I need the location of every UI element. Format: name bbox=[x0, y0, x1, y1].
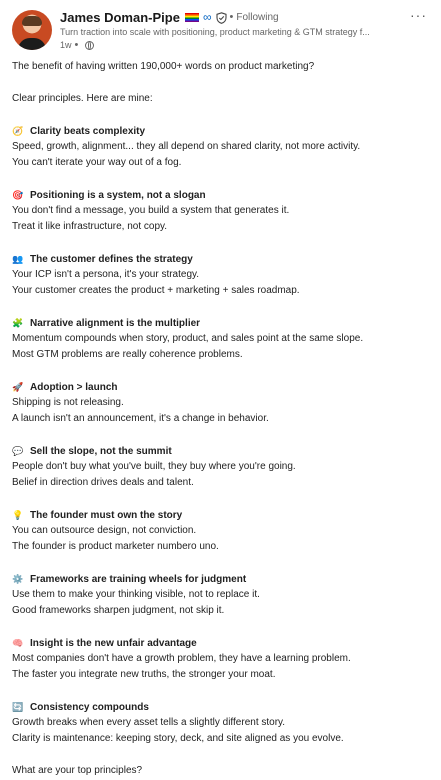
principle-text-line: Use them to make your thinking visible, not to replace it. bbox=[12, 589, 260, 600]
line-gap bbox=[12, 555, 432, 571]
post-intro-line: The benefit of having written 190,000+ words on product marketing? bbox=[12, 61, 315, 72]
principle-emoji-icon: 💬 bbox=[12, 446, 24, 456]
principle-title-line bbox=[12, 571, 432, 587]
principle-title-line bbox=[12, 123, 432, 139]
principle-text-line: Good frameworks sharpen judgment, not skip it. bbox=[12, 605, 225, 616]
principle-text-line: A launch isn't an announcement, it's a change in behavior. bbox=[12, 413, 269, 424]
principle-text-line: Growth breaks when every asset tells a slightly different story. bbox=[12, 717, 286, 728]
separator-dot: • bbox=[74, 39, 79, 51]
principles-list bbox=[12, 123, 432, 763]
line-gap bbox=[12, 299, 432, 315]
line-gap bbox=[12, 363, 432, 379]
principle-text-line: Shipping is not releasing. bbox=[12, 397, 124, 408]
principle-text-line: Your ICP isn't a persona, it's your strategy. bbox=[12, 269, 200, 280]
principle-emoji-icon: 👥 bbox=[12, 254, 24, 264]
line-gap bbox=[12, 235, 432, 251]
principle-text-line: Speed, growth, alignment... they all depend on shared clarity, not more activity. bbox=[12, 141, 361, 152]
avatar-hair bbox=[22, 16, 42, 26]
more-horizontal-icon[interactable]: ··· bbox=[410, 7, 427, 23]
principle-title: The customer defines the strategy bbox=[30, 254, 193, 265]
principle-text-line: Clarity is maintenance: keeping story, deck, and site aligned as you evolve. bbox=[12, 733, 344, 744]
post-body bbox=[12, 59, 432, 779]
avatar-shirt bbox=[18, 38, 46, 50]
verified-shield-icon bbox=[216, 11, 227, 23]
line-gap bbox=[12, 491, 432, 507]
line-gap bbox=[12, 747, 432, 763]
principle-text-line: The faster you integrate new truths, the stronger your moat. bbox=[12, 669, 276, 680]
principle-title: Consistency compounds bbox=[30, 702, 149, 713]
separator-dot: • bbox=[229, 11, 234, 23]
principle-text-line: The founder is product marketer numbero uno. bbox=[12, 541, 219, 552]
principle-title-line bbox=[12, 635, 432, 651]
principle-title: The founder must own the story bbox=[30, 510, 183, 521]
principle-emoji-icon: 💡 bbox=[12, 510, 24, 520]
principle-text-line: Momentum compounds when story, product, and sales point at the same slope. bbox=[12, 333, 364, 344]
principle-title-line bbox=[12, 251, 432, 267]
post-time: 1w bbox=[60, 40, 72, 50]
principle-text-line: Most companies don't have a growth problem, they have a learning problem. bbox=[12, 653, 351, 664]
line-gap bbox=[12, 171, 432, 187]
line-gap bbox=[12, 107, 432, 123]
line-gap bbox=[12, 427, 432, 443]
principle-text-line: You don't find a message, you build a system that generates it. bbox=[12, 205, 290, 216]
principle-text-line: Most GTM problems are really coherence problems. bbox=[12, 349, 243, 360]
author-tagline: Turn traction into scale with positioning, product marketing & GTM strategy f... bbox=[60, 27, 370, 37]
principle-emoji-icon: 🎯 bbox=[12, 190, 24, 200]
line-gap bbox=[12, 75, 432, 91]
globe-icon bbox=[85, 41, 94, 50]
principle-title: Narrative alignment is the multiplier bbox=[30, 318, 201, 329]
principle-title: Insight is the new unfair advantage bbox=[30, 638, 197, 649]
principle-emoji-icon: 🔄 bbox=[12, 702, 24, 712]
principle-title-line bbox=[12, 379, 432, 395]
name-row bbox=[60, 8, 403, 26]
principle-text-line: Belief in direction drives deals and talent. bbox=[12, 477, 194, 488]
principle-text-line: You can't iterate your way out of a fog. bbox=[12, 157, 182, 168]
closing-question: What are your top principles? bbox=[12, 765, 143, 776]
principle-title-line bbox=[12, 187, 432, 203]
post-header bbox=[12, 8, 433, 52]
principle-emoji-icon: 🧠 bbox=[12, 638, 24, 648]
author-name[interactable]: James Doman-Pipe bbox=[60, 9, 180, 25]
infinity-icon: ∞ bbox=[202, 10, 212, 24]
principle-emoji-icon: 🧩 bbox=[12, 318, 24, 328]
principle-title: Adoption > launch bbox=[30, 382, 118, 393]
rainbow-flag-icon bbox=[185, 13, 199, 22]
line-gap bbox=[12, 683, 432, 699]
principle-title-line bbox=[12, 443, 432, 459]
principle-text-line: People don't buy what you've built, they buy where you're going. bbox=[12, 461, 296, 472]
principle-title: Sell the slope, not the summit bbox=[30, 446, 172, 457]
principle-text-line: Treat it like infrastructure, not copy. bbox=[12, 221, 168, 232]
principle-title: Clarity beats complexity bbox=[30, 126, 146, 137]
principle-title: Positioning is a system, not a slogan bbox=[30, 190, 206, 201]
principle-title-line bbox=[12, 315, 432, 331]
principle-emoji-icon: ⚙️ bbox=[12, 574, 24, 584]
line-gap bbox=[12, 619, 432, 635]
avatar[interactable] bbox=[12, 10, 52, 50]
principle-text-line: You can outsource design, not conviction. bbox=[12, 525, 197, 536]
principle-title-line bbox=[12, 699, 432, 715]
principle-title-line bbox=[12, 507, 432, 523]
post-intro-line: Clear principles. Here are mine: bbox=[12, 93, 153, 104]
principle-text-line: Your customer creates the product + marketing + sales roadmap. bbox=[12, 285, 300, 296]
principle-emoji-icon: 🧭 bbox=[12, 126, 24, 136]
principle-emoji-icon: 🚀 bbox=[12, 382, 24, 392]
principle-title: Frameworks are training wheels for judgment bbox=[30, 574, 247, 585]
following-status: Following bbox=[236, 11, 279, 23]
post-time-row bbox=[60, 39, 403, 51]
author-meta bbox=[60, 8, 403, 51]
